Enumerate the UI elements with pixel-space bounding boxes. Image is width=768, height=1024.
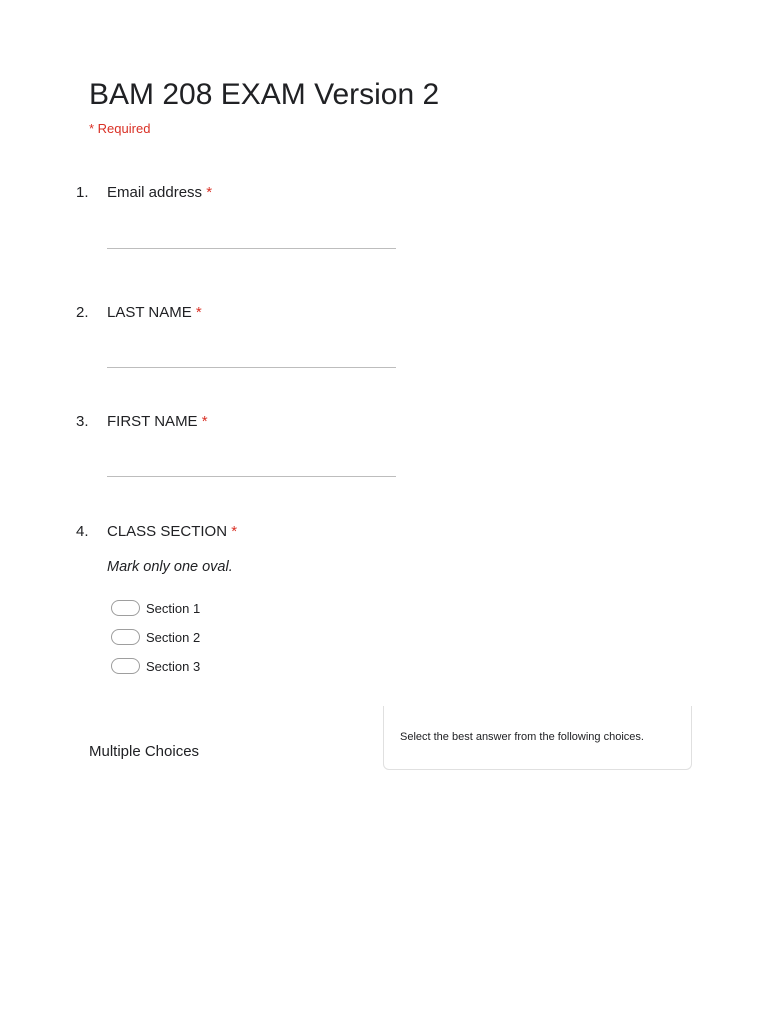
question-label [107,304,202,321]
last-name-field[interactable] [107,367,396,368]
required-star: * [201,413,208,430]
radio-option-section-2[interactable] [111,628,200,646]
radio-option-label: Section 3 [146,658,201,674]
question-label-text: Email address [107,184,203,201]
radio-oval[interactable] [111,600,140,616]
section-description: Select the best answer from the following choices. [400,731,644,743]
question-number: 4. [76,523,89,540]
question-label [107,413,208,430]
radio-option-label: Section 1 [146,600,201,616]
radio-option-section-3[interactable] [111,657,200,675]
radio-oval[interactable] [111,629,140,645]
required-star: * [206,184,213,201]
radio-option-label: Section 2 [146,629,201,645]
email-field[interactable] [107,248,396,249]
question-number: 2. [76,304,89,321]
form-title: BAM 208 EXAM Version 2 [89,78,440,111]
question-label [107,523,237,540]
first-name-field[interactable] [107,476,396,477]
question-label-text: CLASS SECTION [107,523,228,540]
radio-oval[interactable] [111,658,140,674]
required-star: * [195,304,202,321]
question-label-text: LAST NAME [107,304,192,321]
question-number: 1. [76,184,89,201]
question-number: 3. [76,413,89,430]
required-note: * Required [89,121,151,136]
question-instruction: Mark only one oval. [107,559,233,575]
radio-option-section-1[interactable] [111,599,200,617]
section-title: Multiple Choices [89,743,200,760]
section-description-card [383,706,692,770]
question-label [107,184,212,201]
question-label-text: FIRST NAME [107,413,198,430]
required-star: * [231,523,238,540]
